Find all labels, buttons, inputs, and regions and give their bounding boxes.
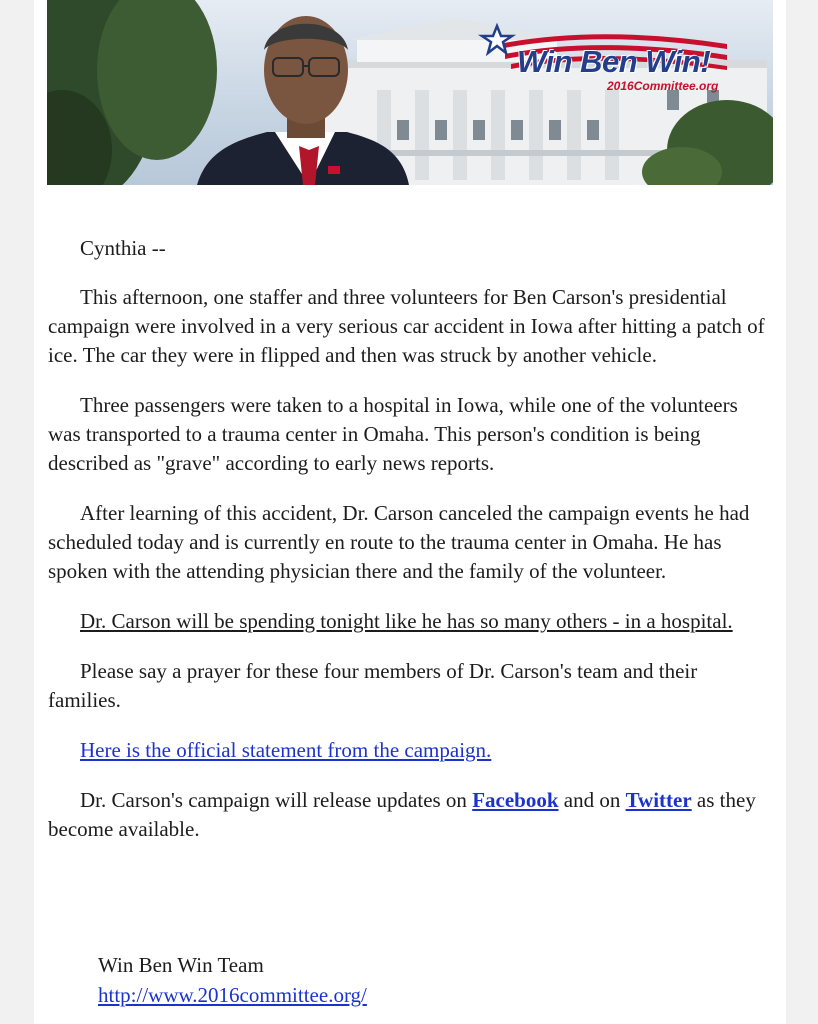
paragraph-statement	[48, 736, 768, 765]
signature-team: Win Ben Win Team	[98, 953, 264, 977]
greeting: Cynthia --	[80, 236, 166, 260]
paragraph-hospital	[48, 607, 768, 636]
updates-suffix: as they become available.	[48, 788, 756, 841]
paragraph-carson-response: After learning of this accident, Dr. Carson canceled the campaign events he had scheduled today and is currently en route to the trauma center in Omaha. He has spoken with the attending physician there and the family of the volunteer.	[48, 501, 750, 583]
updates-prefix: Dr. Carson's campaign will release updates on	[80, 788, 473, 812]
statement-link[interactable]: Here is the official statement from the campaign.	[80, 738, 492, 762]
star-icon	[482, 26, 512, 53]
signature-url-link[interactable]: http://www.2016committee.org/	[98, 983, 367, 1007]
paragraph-prayer: Please say a prayer for these four members of Dr. Carson's team and their families.	[48, 659, 698, 712]
facebook-link[interactable]: Facebook	[472, 788, 559, 812]
twitter-link[interactable]: Twitter	[625, 788, 692, 812]
signature	[98, 950, 367, 1010]
logo-title: Win Ben Win!	[517, 44, 711, 79]
logo-url: 2016Committee.org	[607, 79, 719, 93]
campaign-banner	[47, 0, 773, 185]
paragraph-updates	[48, 786, 768, 844]
hospital-underlined-text: Dr. Carson will be spending tonight like he has so many others - in a hospital.	[80, 609, 733, 633]
updates-middle: and on	[558, 788, 626, 812]
email-body	[48, 234, 768, 865]
paragraph-accident: This afternoon, one staffer and three volunteers for Ben Carson's presidential campaign were involved in a very serious car accident in Iowa after hitting a patch of ice. The car they were in flipped and then was struck by another vehicle.	[48, 285, 765, 367]
paragraph-passengers: Three passengers were taken to a hospital in Iowa, while one of the volunteers was transported to a trauma center in Omaha. This person's condition is being described as "grave" according to early news reports.	[48, 393, 738, 475]
email-page	[34, 0, 786, 1024]
win-ben-win-logo	[469, 22, 739, 104]
